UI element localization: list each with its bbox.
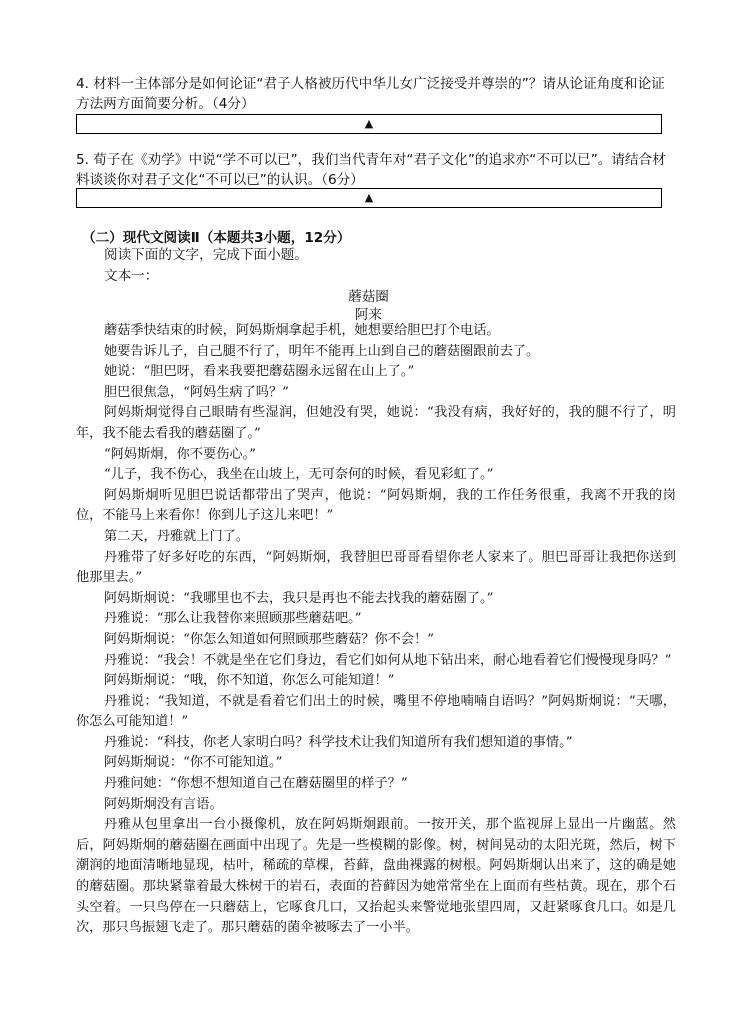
question-4: 4. 材料一主体部分是如何论证“君子人格被历代中华儿女广泛接受并尊崇的”？请从论证角度和论证方法两方面简要分析。（4分） bbox=[76, 76, 665, 112]
text-label: 文本一： bbox=[104, 268, 159, 284]
story-title: 蘑菇圈 bbox=[348, 289, 389, 305]
paragraph: 胆巴很焦急，“阿妈生病了吗？” bbox=[104, 384, 289, 400]
answer-box-5[interactable] bbox=[76, 188, 662, 208]
paragraph: 丹雅问她：“你想不想知道自己在蘑菇圈里的样子？” bbox=[104, 776, 408, 792]
paragraph: 丹雅说：“科技，你老人家明白吗？科学技术让我们知道所有我们想知道的事情。” bbox=[104, 734, 573, 750]
paragraph: 阿妈斯炯说：“哦，你不知道，你怎么可能知道！” bbox=[104, 673, 395, 689]
paragraph: 阿妈斯炯觉得自己眼睛有些湿润，但她没有哭，她说：“我没有病，我好好的，我的腿不行了，明年，我不能去看我的蘑菇圈了。” bbox=[76, 405, 676, 441]
section-title: （二）现代文阅读Ⅱ（本题共3小题，12分） bbox=[82, 230, 351, 246]
story-author: 阿来 bbox=[354, 307, 383, 323]
paragraph: 蘑菇季快结束的时候，阿妈斯炯拿起手机，她想要给胆巴打个电话。 bbox=[104, 323, 500, 338]
paragraph: 阿妈斯炯说：“你不可能知道。” bbox=[104, 755, 283, 771]
paragraph: 丹雅从包里拿出一台小摄像机，放在阿妈斯炯跟前。一按开关，那个监视屏上显出一片幽蓝。然后，阿妈斯炯的蘑菇圈在画面中出现了。先是一些模糊的影像。树，树间晃动的太阳光斑，然后，树下潮润的地面清晰地显现，枯叶，稀疏的草棵，苔藓，盘曲裸露的树根。阿妈斯炯认出来了，这的确是她的蘑菇圈。那块紧靠着最大株树干的岩石，表面的苔藓因为她常常坐在上面而有些枯黄。现在，那个石头空着。一只鸟停在一只蘑菇上，它啄食几口，又抬起头来警觉地张望四周，又赶紧啄食几口。如是几次，那只鸟振翅飞走了。那只蘑菇的菌伞被啄去了一小半。 bbox=[76, 817, 676, 936]
instruction: 阅读下面的文字，完成下面小题。 bbox=[104, 247, 308, 263]
paragraph: 丹雅说：“我会！不就是坐在它们身边，看它们如何从地下钻出来，耐心地看着它们慢慢现身吗？” bbox=[104, 652, 672, 668]
answer-box-4[interactable] bbox=[76, 114, 662, 134]
answer-mark-icon: ▲ bbox=[364, 117, 374, 130]
question-5: 5. 荀子在《劝学》中说“学不可以已”，我们当代青年对“君子文化”的追求亦“不可以已”。请结合材料谈谈你对君子文化“不可以已”的认识。（6分） bbox=[76, 152, 666, 188]
paragraph: 第二天，丹雅就上门了。 bbox=[104, 528, 250, 544]
paragraph: 丹雅说：“我知道，不就是看着它们出土的时候，嘴里不停地喃喃自语吗？”阿妈斯炯说：“天哪，你怎么可能知道！” bbox=[76, 693, 676, 730]
paragraph: “儿子，我不伤心，我坐在山坡上，无可奈何的时候，看见彩虹了。” bbox=[104, 467, 494, 483]
paragraph: 丹雅带了好多好吃的东西，“阿妈斯炯，我替胆巴哥哥看望你老人家来了。胆巴哥哥让我把你送到他那里去。” bbox=[76, 549, 676, 586]
paragraph: 阿妈斯炯说：“我哪里也不去，我只是再也不能去找我的蘑菇圈了。” bbox=[104, 590, 494, 606]
paragraph: 她要告诉儿子，自己腿不行了，明年不能再上山到自己的蘑菇圈跟前去了。 bbox=[104, 343, 540, 359]
story-body bbox=[76, 321, 676, 939]
paragraph: “阿妈斯炯，你不要伤心。” bbox=[104, 446, 256, 462]
paragraph: 阿妈斯炯没有言语。 bbox=[104, 796, 223, 812]
paragraph: 丹雅说：“那么让我替你来照顾那些蘑菇吧。” bbox=[104, 611, 362, 627]
paragraph: 阿妈斯炯说：“你怎么知道如何照顾那些蘑菇？你不会！” bbox=[104, 631, 434, 647]
paragraph: 她说：“胆巴呀，看来我要把蘑菇圈永远留在山上了。” bbox=[104, 364, 415, 380]
paragraph: 阿妈斯炯听见胆巴说话都带出了哭声，他说：“阿妈斯炯，我的工作任务很重，我离不开我的岗位，不能马上来看你！你到儿子这儿来吧！” bbox=[76, 487, 676, 524]
answer-mark-icon: ▲ bbox=[364, 191, 374, 204]
